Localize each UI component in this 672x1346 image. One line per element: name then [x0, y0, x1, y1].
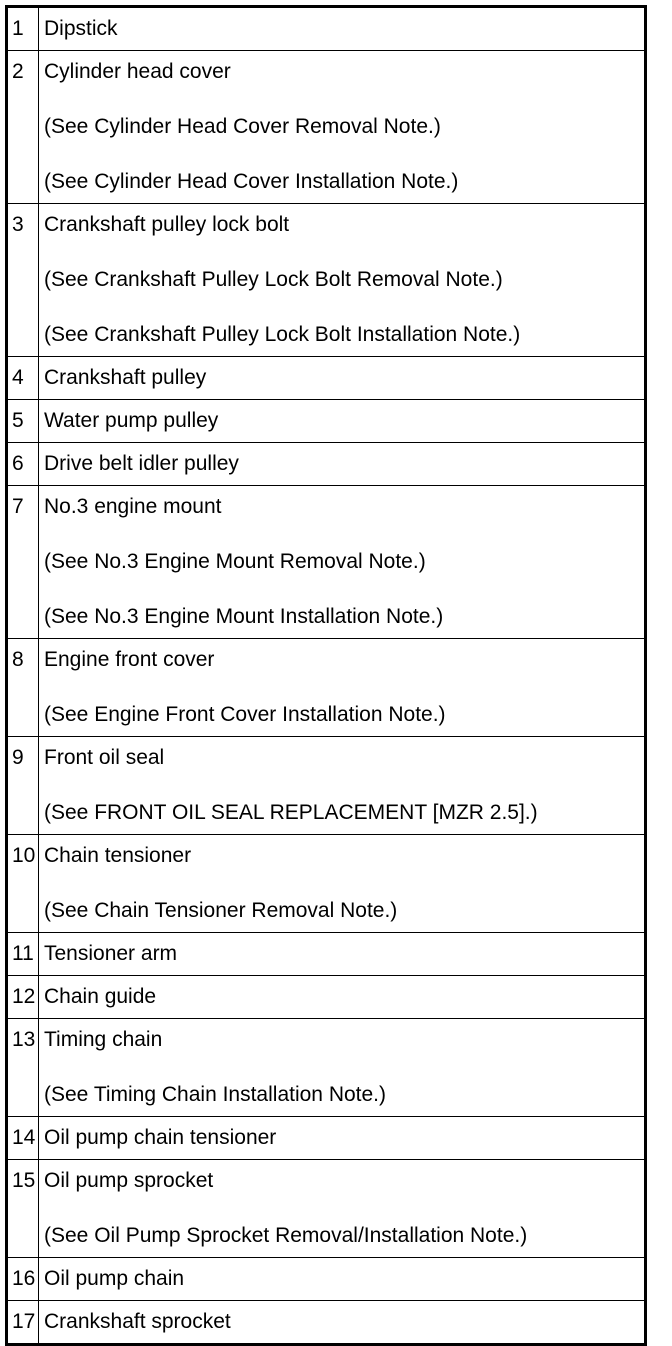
table-row	[7, 51, 646, 204]
part-name: Dipstick	[44, 17, 118, 40]
part-description	[39, 1160, 646, 1258]
part-number: 3	[7, 204, 39, 357]
table-row	[7, 1160, 646, 1258]
part-description	[39, 933, 646, 976]
part-name: Oil pump sprocket	[44, 1169, 214, 1192]
part-name: No.3 engine mount	[44, 495, 222, 518]
part-description	[39, 976, 646, 1019]
part-name: Oil pump chain tensioner	[44, 1126, 277, 1149]
table-row	[7, 1019, 646, 1117]
part-note: (See No.3 Engine Mount Installation Note.)	[44, 605, 444, 628]
part-number: 1	[7, 7, 39, 51]
parts-table-body	[7, 7, 646, 1345]
table-row	[7, 7, 646, 51]
table-row	[7, 357, 646, 400]
part-number: 15	[7, 1160, 39, 1258]
part-name: Cylinder head cover	[44, 60, 231, 83]
part-number: 16	[7, 1258, 39, 1301]
part-number: 12	[7, 976, 39, 1019]
part-note: (See Oil Pump Sprocket Removal/Installation Note.)	[44, 1224, 528, 1247]
part-name: Crankshaft pulley lock bolt	[44, 213, 290, 236]
part-name: Oil pump chain	[44, 1267, 185, 1290]
table-row	[7, 835, 646, 933]
part-name: Timing chain	[44, 1028, 163, 1051]
part-number: 2	[7, 51, 39, 204]
part-number: 7	[7, 486, 39, 639]
part-number: 8	[7, 639, 39, 737]
part-note: (See Chain Tensioner Removal Note.)	[44, 899, 398, 922]
part-description	[39, 737, 646, 835]
part-description	[39, 639, 646, 737]
table-row	[7, 1258, 646, 1301]
part-number: 14	[7, 1117, 39, 1160]
part-number: 9	[7, 737, 39, 835]
part-description	[39, 1258, 646, 1301]
part-name: Crankshaft sprocket	[44, 1310, 231, 1333]
part-note: (See Timing Chain Installation Note.)	[44, 1083, 386, 1106]
part-name: Chain tensioner	[44, 844, 192, 867]
part-note: (See No.3 Engine Mount Removal Note.)	[44, 550, 426, 573]
table-row	[7, 737, 646, 835]
parts-table	[5, 5, 647, 1346]
part-note: (See Engine Front Cover Installation Note.)	[44, 703, 446, 726]
table-row	[7, 400, 646, 443]
part-number: 13	[7, 1019, 39, 1117]
part-description	[39, 1117, 646, 1160]
part-note: (See Cylinder Head Cover Removal Note.)	[44, 115, 441, 138]
part-number: 11	[7, 933, 39, 976]
part-description	[39, 486, 646, 639]
part-description	[39, 835, 646, 933]
part-number: 4	[7, 357, 39, 400]
part-note: (See FRONT OIL SEAL REPLACEMENT [MZR 2.5].)	[44, 801, 538, 824]
table-row	[7, 486, 646, 639]
part-description	[39, 204, 646, 357]
part-number: 10	[7, 835, 39, 933]
part-note: (See Crankshaft Pulley Lock Bolt Removal Note.)	[44, 268, 503, 291]
part-note: (See Cylinder Head Cover Installation Note.)	[44, 170, 459, 193]
part-name: Drive belt idler pulley	[44, 452, 239, 475]
part-note: (See Crankshaft Pulley Lock Bolt Installation Note.)	[44, 323, 521, 346]
part-name: Engine front cover	[44, 648, 215, 671]
table-row	[7, 443, 646, 486]
table-row	[7, 204, 646, 357]
part-description	[39, 51, 646, 204]
part-name: Tensioner arm	[44, 942, 178, 965]
part-number: 17	[7, 1301, 39, 1345]
part-name: Crankshaft pulley	[44, 366, 207, 389]
part-description	[39, 1019, 646, 1117]
part-description	[39, 7, 646, 51]
table-row	[7, 639, 646, 737]
table-row	[7, 933, 646, 976]
part-name: Water pump pulley	[44, 409, 219, 432]
table-row	[7, 1117, 646, 1160]
part-number: 5	[7, 400, 39, 443]
part-description	[39, 357, 646, 400]
table-row	[7, 976, 646, 1019]
part-name: Chain guide	[44, 985, 157, 1008]
part-number: 6	[7, 443, 39, 486]
part-name: Front oil seal	[44, 746, 165, 769]
part-description	[39, 443, 646, 486]
part-description	[39, 400, 646, 443]
